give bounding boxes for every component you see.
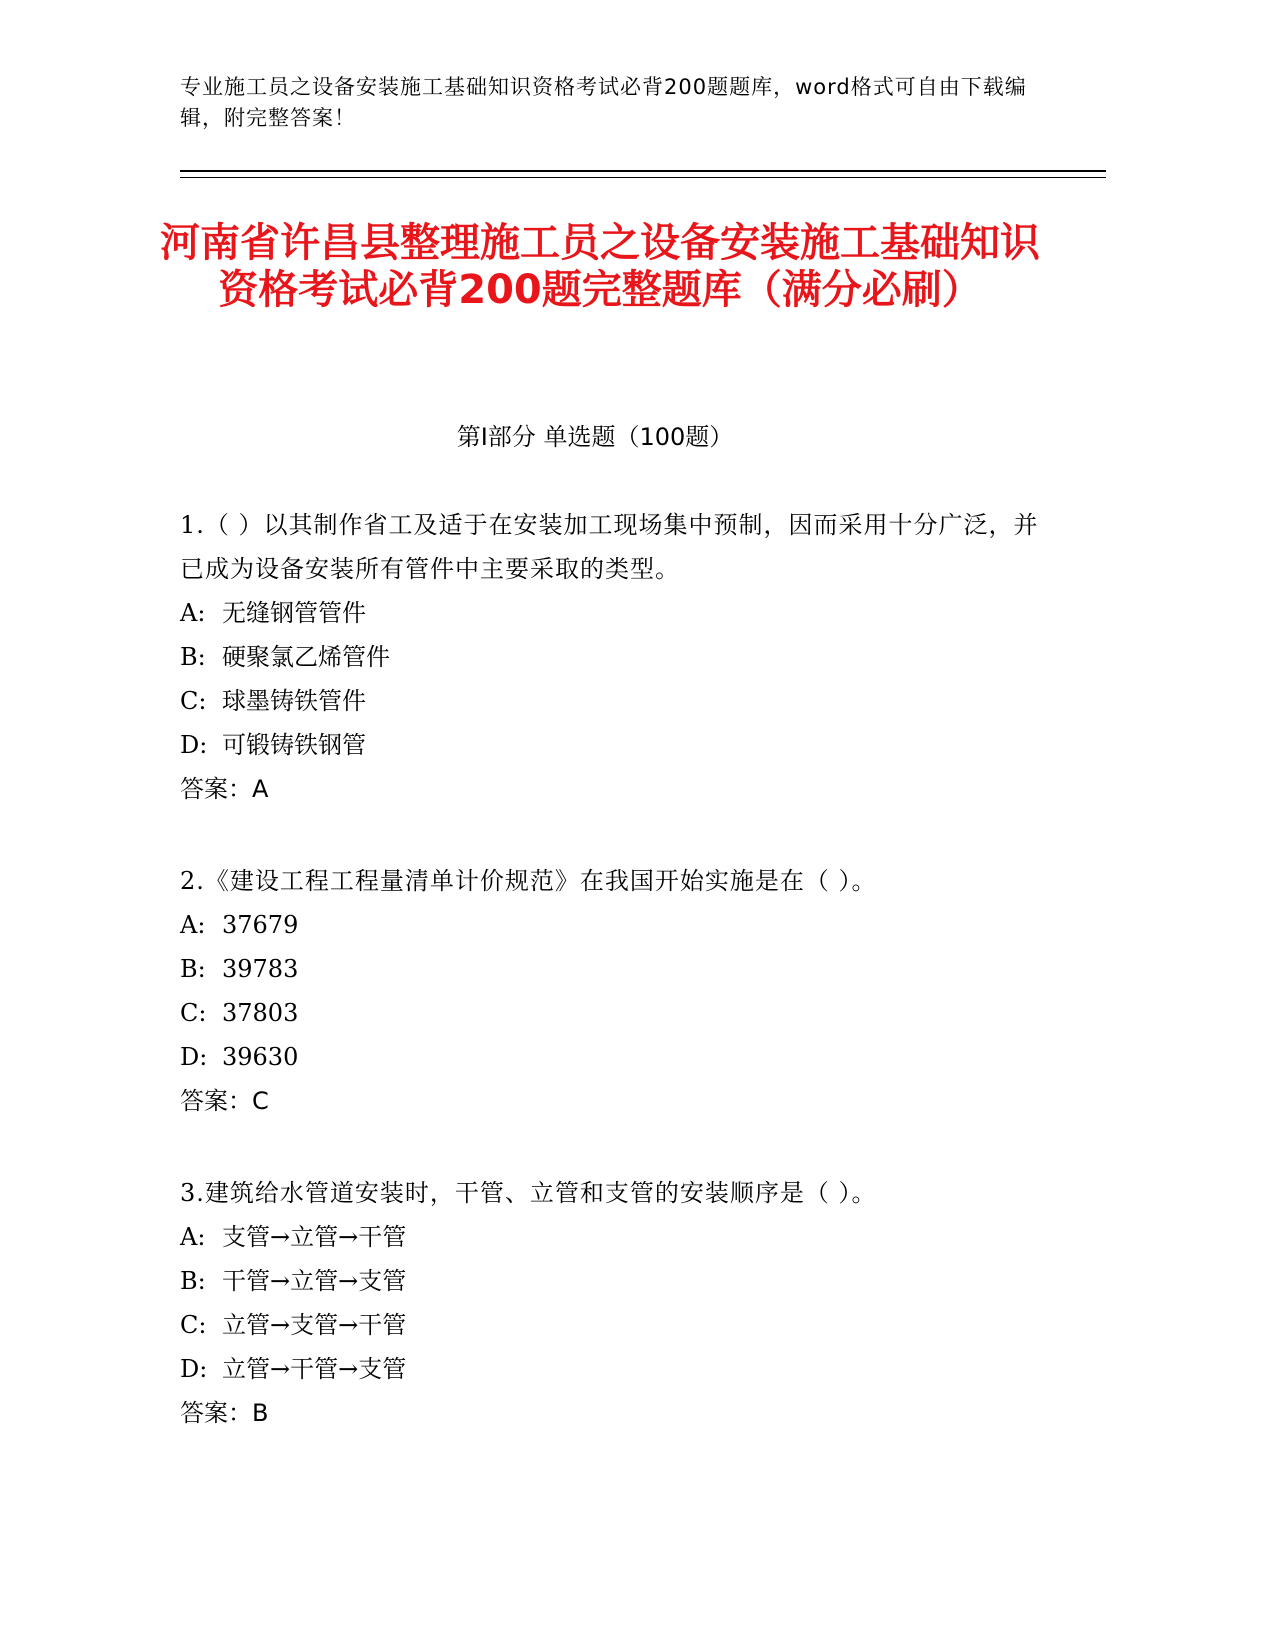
option-text: 37803 [222,999,299,1027]
option-text: 立管→干管→支管 [222,1355,407,1383]
option-text: 39630 [222,1043,299,1071]
option-a [180,1215,1060,1259]
option-text: 立管→支管→干管 [222,1311,407,1339]
option-d [180,723,1060,767]
option-b [180,1259,1060,1303]
option-c [180,1303,1060,1347]
option-letter: B: [180,643,206,671]
option-b [180,947,1060,991]
question-stem: 3.建筑给水管道安装时，干管、立管和支管的安装顺序是（ ）。 [180,1179,877,1207]
option-text: 可锻铸铁钢管 [222,731,366,759]
question-list [180,503,1060,1483]
option-a [180,903,1060,947]
option-a [180,591,1060,635]
option-text: 39783 [222,955,299,983]
option-text: 干管→立管→支管 [222,1267,407,1295]
option-letter: C: [180,999,207,1027]
answer-line: 答案：A [180,775,269,803]
option-text: 无缝钢管管件 [222,599,366,627]
option-letter: C: [180,1311,207,1339]
document-title: 河南省许昌县整理施工员之设备安装施工基础知识资格考试必背200题完整题库（满分必刷） [160,220,1040,313]
option-letter: B: [180,955,206,983]
option-letter: A: [180,1223,206,1251]
header-note: 专业施工员之设备安装施工基础知识资格考试必背200题题库，word格式可自由下载编辑，附完整答案！ [180,75,1027,130]
option-c [180,679,1060,723]
question-stem: 1.（ ）以其制作省工及适于在安装加工现场集中预制，因而采用十分广泛，并已成为设备安装所有管件中主要采取的类型。 [180,511,1039,583]
question-1 [180,503,1060,811]
option-text: 支管→立管→干管 [222,1223,407,1251]
option-d [180,1035,1060,1079]
header-rule-thin [180,177,1106,178]
question-2 [180,859,1060,1123]
question-3 [180,1171,1060,1435]
option-letter: D: [180,1043,208,1071]
option-letter: C: [180,687,207,715]
option-letter: A: [180,911,206,939]
option-letter: A: [180,599,206,627]
section-title: 第I部分 单选题（100题） [456,423,734,451]
answer-line: 答案：B [180,1399,269,1427]
option-c [180,991,1060,1035]
answer-line: 答案：C [180,1087,269,1115]
option-letter: D: [180,731,208,759]
option-text: 37679 [222,911,299,939]
option-letter: D: [180,1355,208,1383]
option-text: 球墨铸铁管件 [222,687,366,715]
option-letter: B: [180,1267,206,1295]
option-b [180,635,1060,679]
option-text: 硬聚氯乙烯管件 [222,643,390,671]
option-d [180,1347,1060,1391]
question-stem: 2.《建设工程工程量清单计价规范》在我国开始实施是在（ ）。 [180,867,877,895]
header-rule-thick [180,170,1106,172]
